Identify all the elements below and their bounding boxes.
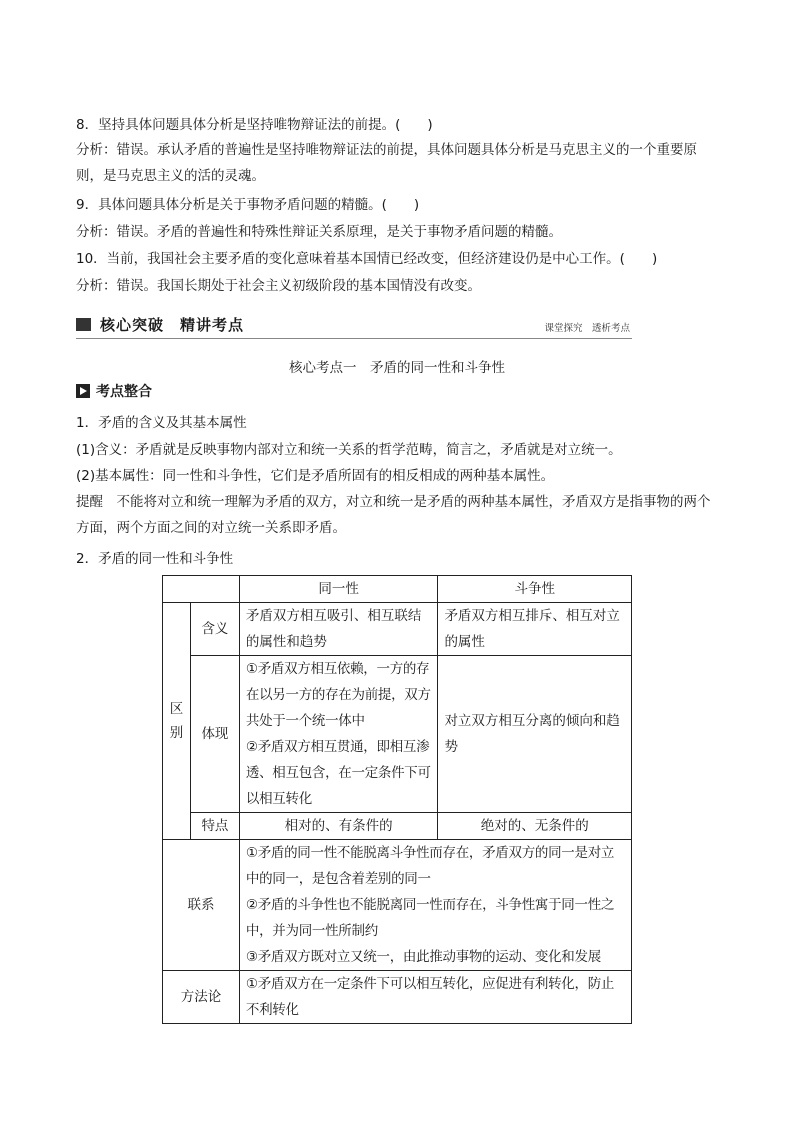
play-triangle-icon [76,384,90,398]
body-heading-1: 1．矛盾的含义及其基本属性 [76,415,247,431]
table-corner-cell [163,576,240,603]
analysis-10: 分析：错误。我国长期处于社会主义初级阶段的基本国情没有改变。 [76,278,481,294]
table-row-meaning [163,603,632,656]
body-reminder: 提醒 不能将对立和统一理解为矛盾的双方，对立和统一是矛盾的两种基本属性，矛盾双方是指事物的两个方面，两个方面之间的对立统一关系即矛盾。 [76,494,711,536]
connection-item-2: ②矛盾的斗争性也不能脱离同一性而存在，斗争性寓于同一性之中，并为同一性所制约 [245,897,615,939]
question-8: 8．坚持具体问题具体分析是坚持唯物辩证法的前提。( ) [76,117,433,133]
feature-identity: 相对的、有条件的 [239,813,438,840]
section-subtitle: 课堂探究 透析考点 [544,323,630,334]
core-point-title: 核心考点一 矛盾的同一性和斗争性 [289,360,505,376]
connection-content [239,840,631,971]
feature-label: 特点 [190,813,239,840]
header-struggle: 斗争性 [438,576,632,603]
body-attributes: (2)基本属性：同一性和斗争性，它们是矛盾所固有的相反相成的两种基本属性。 [76,468,555,484]
question-9: 9．具体问题具体分析是关于事物矛盾问题的精髓。( ) [76,197,420,213]
connection-item-3: ③矛盾双方既对立又统一，由此推动事物的运动、变化和发展 [245,949,601,965]
manifestation-struggle: 对立双方相互分离的倾向和趋势 [438,656,632,813]
connection-label: 联系 [163,840,240,971]
kaodian-heading-label: 考点整合 [96,384,152,400]
manifestation-identity-2: ②矛盾双方相互贯通，即相互渗透、相互包含，在一定条件下可以相互转化 [245,739,431,807]
manifestation-label: 体现 [190,656,239,813]
table-row-manifestation [163,656,632,813]
manifestation-identity [239,656,438,813]
header-identity: 同一性 [239,576,438,603]
kaodian-heading [76,381,152,401]
body-definition: (1)含义：矛盾就是反映事物内部对立和统一关系的哲学范畴，简言之，矛盾就是对立统一。 [76,442,622,458]
table-row-methodology [163,971,632,1024]
table-row-connection [163,840,632,971]
body-heading-2: 2．矛盾的同一性和斗争性 [76,551,234,567]
difference-label: 区别 [163,603,191,840]
meaning-identity: 矛盾双方相互吸引、相互联结的属性和趋势 [239,603,438,656]
methodology-label: 方法论 [163,971,240,1024]
section-header [76,312,632,339]
comparison-table [162,575,632,1024]
section-icon [76,318,91,331]
feature-struggle: 绝对的、无条件的 [438,813,632,840]
question-10: 10．当前，我国社会主要矛盾的变化意味着基本国情已经改变，但经济建设仍是中心工作。( ) [76,251,658,267]
section-title: 核心突破 精讲考点 [100,316,245,334]
analysis-9: 分析：错误。矛盾的普遍性和特殊性辩证关系原理，是关于事物矛盾问题的精髓。 [76,224,562,240]
methodology-content: ①矛盾双方在一定条件下可以相互转化，应促进有利转化，防止不利转化 [239,971,631,1024]
analysis-8: 分析：错误。承认矛盾的普遍性是坚持唯物辩证法的前提，具体问题具体分析是马克思主义的一个重要原则，是马克思主义的活的灵魂。 [76,142,697,184]
table-header-row [163,576,632,603]
connection-item-1: ①矛盾的同一性不能脱离斗争性而存在，矛盾双方的同一是对立中的同一，是包含着差别的同一 [245,845,615,887]
meaning-struggle: 矛盾双方相互排斥、相互对立的属性 [438,603,632,656]
table-row-feature [163,813,632,840]
meaning-label: 含义 [190,603,239,656]
manifestation-identity-1: ①矛盾双方相互依赖，一方的存在以另一方的存在为前提，双方共处于一个统一体中 [245,661,431,729]
